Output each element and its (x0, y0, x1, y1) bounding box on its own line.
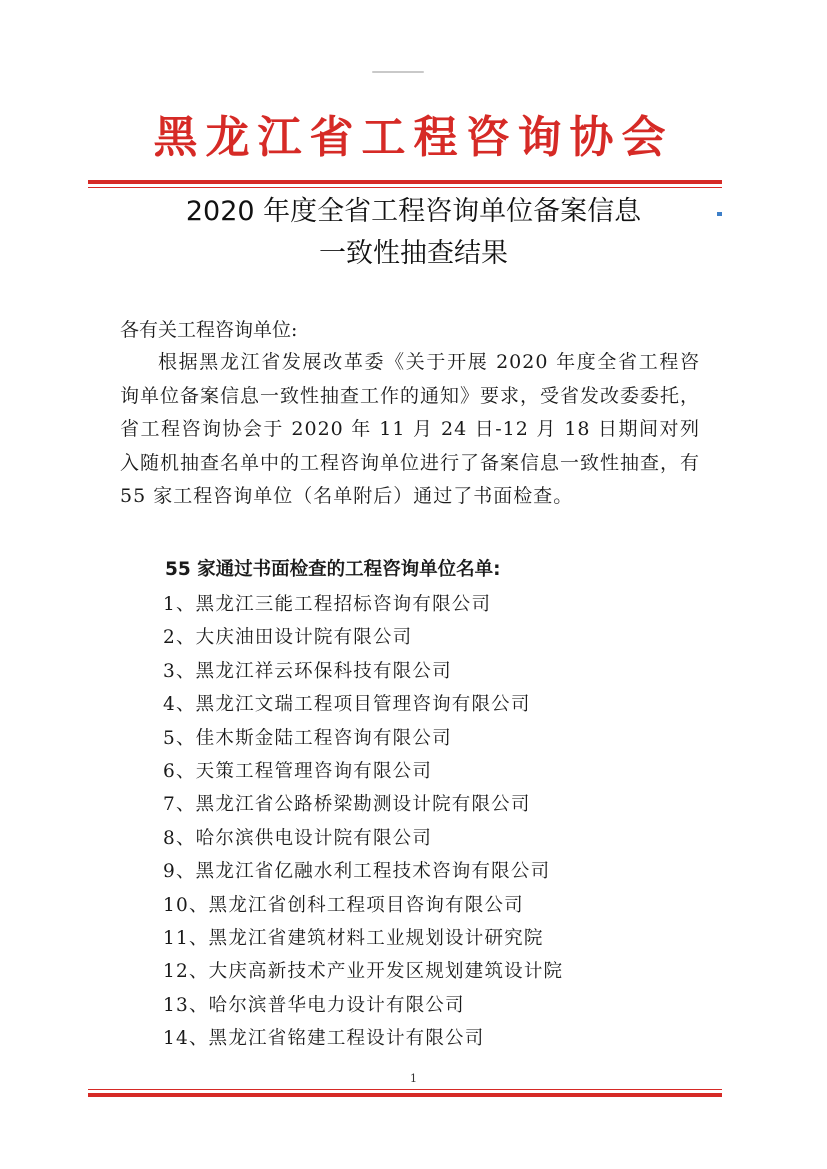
list-item: 11、黑龙江省建筑材料工业规划设计研究院 (163, 927, 544, 949)
page-number: 1 (410, 1072, 417, 1085)
list-item: 8、哈尔滨供电设计院有限公司 (163, 827, 433, 849)
list-item: 3、黑龙江祥云环保科技有限公司 (163, 660, 452, 682)
list-item: 5、佳木斯金陆工程咨询有限公司 (163, 727, 452, 749)
list-item: 12、大庆高新技术产业开发区规划建筑设计院 (163, 961, 564, 983)
list-item: 4、黑龙江文瑞工程项目管理咨询有限公司 (163, 694, 531, 716)
footer-rule-thin (88, 1089, 722, 1090)
scan-smudge (372, 71, 424, 73)
company-list (163, 588, 563, 1055)
list-item: 9、黑龙江省亿融水利工程技术咨询有限公司 (163, 861, 551, 883)
list-item: 14、黑龙江省铭建工程设计有限公司 (163, 1028, 485, 1050)
organization-letterhead: 黑龙江省工程咨询协会 (153, 112, 674, 163)
header-rule-thin (88, 187, 722, 188)
body-paragraph: 根据黑龙江省发展改革委《关于开展 2020 年度全省工程咨询单位备案信息一致性抽查工作的通知》要求，受省发改委委托，省工程咨询协会于 2020 年 11 月 24 日-12 月 18 日期间对列入随机抽查名单中的工程咨询单位进行了备案信息一致性抽查，有 55 家工程咨询单位（名单附后）通过了书面检查。 (120, 351, 701, 507)
list-item: 6、天策工程管理咨询有限公司 (163, 760, 433, 782)
blue-scan-mark (717, 212, 722, 216)
list-heading: 55 家通过书面检查的工程咨询单位名单: (165, 559, 501, 580)
list-item: 7、黑龙江省公路桥梁勘测设计院有限公司 (163, 794, 531, 816)
document-title-line2: 一致性抽查结果 (319, 238, 508, 269)
list-item: 2、大庆油田设计院有限公司 (163, 627, 413, 649)
footer-rule-thick (88, 1093, 722, 1097)
salutation: 各有关工程咨询单位: (120, 319, 298, 341)
list-item: 1、黑龙江三能工程招标咨询有限公司 (163, 594, 492, 615)
list-item: 10、黑龙江省创科工程项目咨询有限公司 (163, 894, 524, 916)
list-item: 13、哈尔滨普华电力设计有限公司 (163, 994, 465, 1016)
document-title-line1: 2020 年度全省工程咨询单位备案信息 (185, 196, 642, 227)
header-rule-thick (88, 180, 722, 184)
